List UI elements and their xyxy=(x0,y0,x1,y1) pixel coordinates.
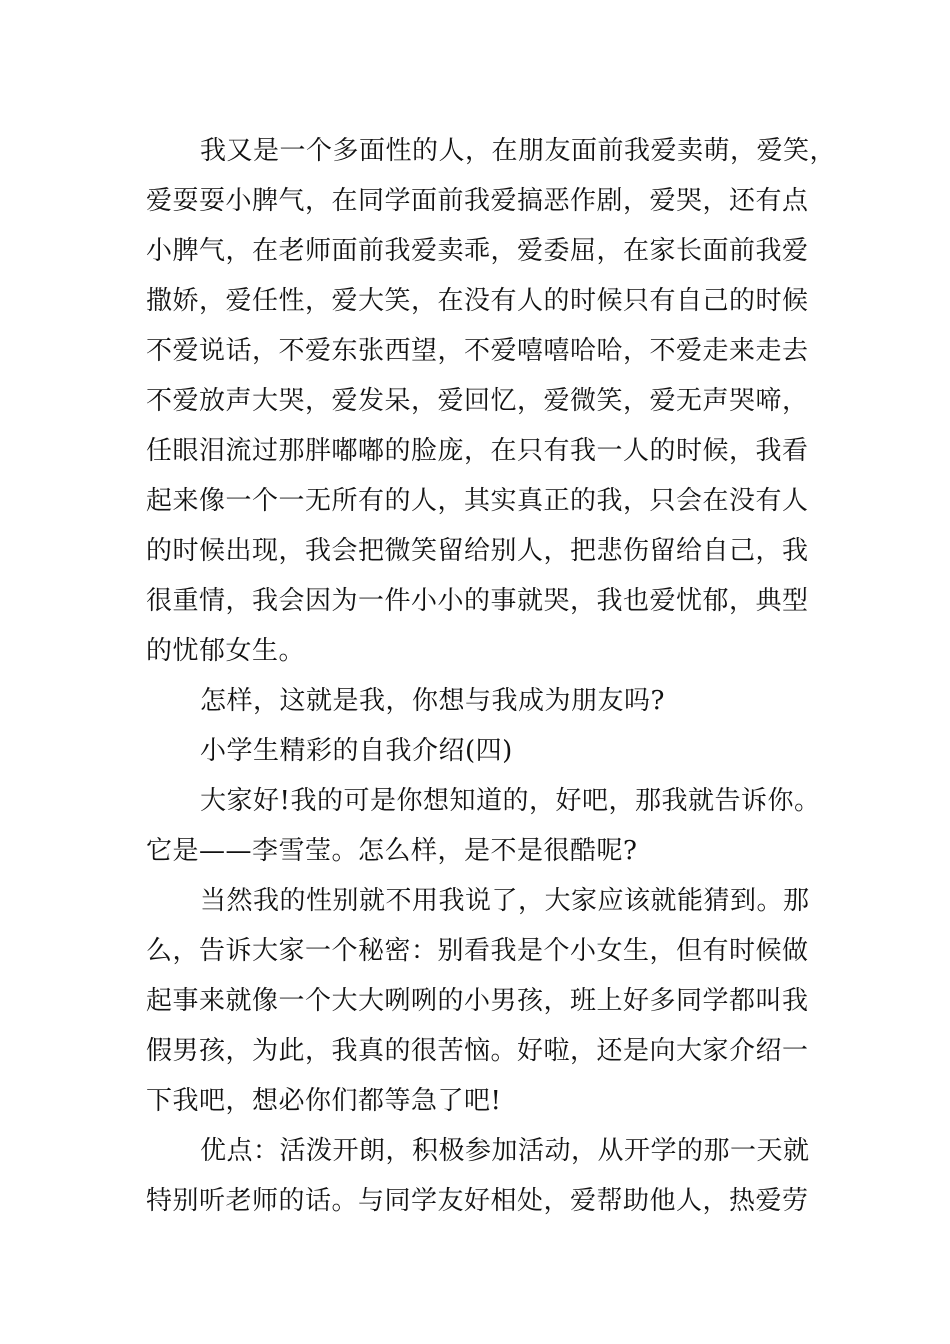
text-line: 不爱放声大哭，爱发呆，爱回忆，爱微笑，爱无声哭啼， xyxy=(146,386,809,416)
text-line: 大家好!我的可是你想知道的，好吧，那我就告诉你。 xyxy=(200,786,821,816)
text-line: 爱耍耍小脾气，在同学面前我爱搞恶作剧，爱哭，还有点 xyxy=(146,186,809,216)
text-line: 任眼泪流过那胖嘟嘟的脸庞，在只有我一人的时候，我看 xyxy=(146,436,809,466)
text-line: 当然我的性别就不用我说了，大家应该就能猜到。那 xyxy=(200,886,810,916)
text-line: 起事来就像一个大大咧咧的小男孩，班上好多同学都叫我 xyxy=(146,986,809,1016)
text-line: 很重情，我会因为一件小小的事就哭，我也爱忧郁，典型 xyxy=(146,586,809,616)
paragraph-p3 xyxy=(146,726,816,776)
paragraph-p2 xyxy=(146,676,816,726)
text-line: 优点：活泼开朗，积极参加活动，从开学的那一天就 xyxy=(200,1136,810,1166)
text-line: 的时候出现，我会把微笑留给别人，把悲伤留给自己，我 xyxy=(146,536,809,566)
paragraph-p6 xyxy=(146,1126,816,1226)
text-line: 小学生精彩的自我介绍(四) xyxy=(200,736,513,766)
paragraph-p1 xyxy=(146,126,837,676)
text-line: 起来像一个一无所有的人，其实真正的我，只会在没有人 xyxy=(146,486,809,516)
paragraph-p4 xyxy=(146,776,821,876)
text-line: 的忧郁女生。 xyxy=(146,636,306,666)
text-line: 特别听老师的话。与同学友好相处，爱帮助他人，热爱劳 xyxy=(146,1186,809,1216)
text-line: 下我吧，想必你们都等急了吧! xyxy=(146,1086,502,1116)
text-line: 怎样，这就是我，你想与我成为朋友吗? xyxy=(200,686,665,716)
text-line: 小脾气，在老师面前我爱卖乖，爱委屈，在家长面前我爱 xyxy=(146,236,809,266)
text-line: 我又是一个多面性的人，在朋友面前我爱卖萌，爱笑， xyxy=(200,136,837,166)
document-body xyxy=(146,126,837,1226)
text-line: 它是——李雪莹。怎么样，是不是很酷呢? xyxy=(146,836,638,866)
text-line: 假男孩，为此，我真的很苦恼。好啦，还是向大家介绍一 xyxy=(146,1036,809,1066)
text-line: 撒娇，爱任性，爱大笑，在没有人的时候只有自己的时候 xyxy=(146,286,809,316)
paragraph-p5 xyxy=(146,876,816,1126)
text-line: 不爱说话，不爱东张西望，不爱嘻嘻哈哈，不爱走来走去 xyxy=(146,336,809,366)
text-line: 么，告诉大家一个秘密：别看我是个小女生，但有时候做 xyxy=(146,936,809,966)
